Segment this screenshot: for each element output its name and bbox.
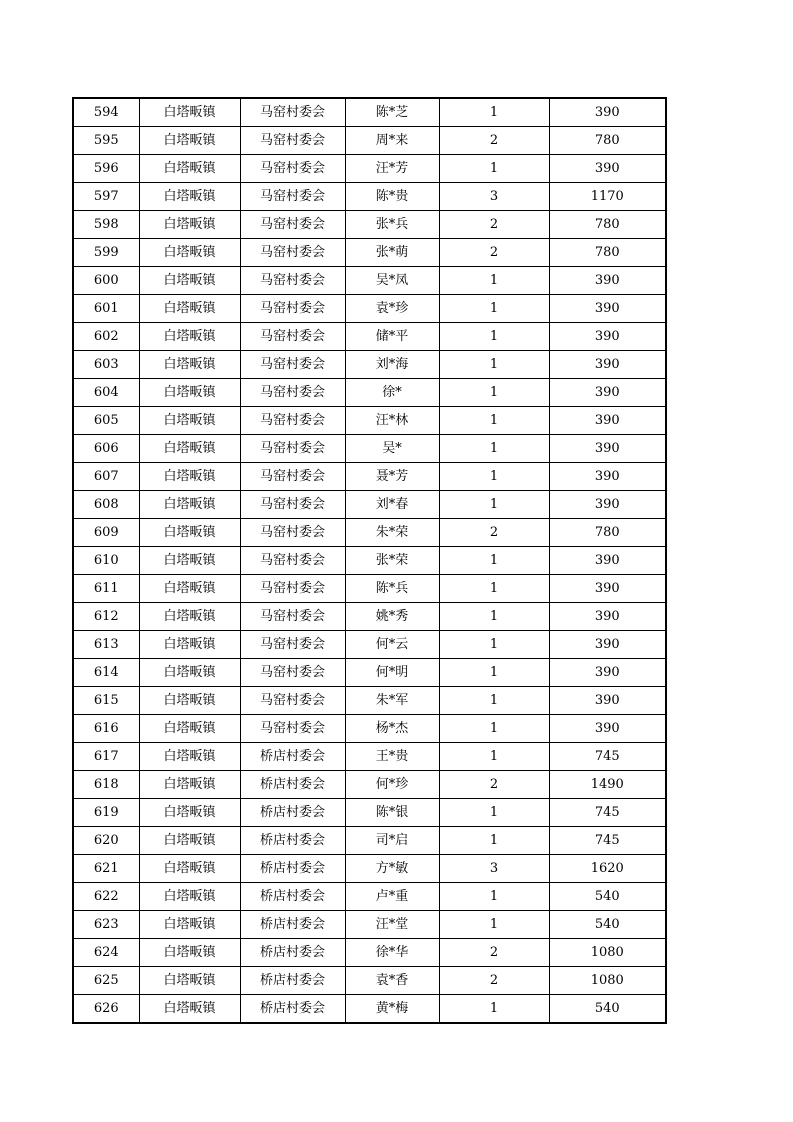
town-cell: 白塔畈镇 — [139, 463, 240, 491]
row-number-cell: 595 — [73, 127, 139, 155]
household-count-cell: 1 — [439, 631, 549, 659]
town-cell: 白塔畈镇 — [139, 267, 240, 295]
household-count-cell: 1 — [439, 435, 549, 463]
town-cell: 白塔畈镇 — [139, 519, 240, 547]
table-row — [73, 519, 666, 547]
village-committee-cell: 马窑村委会 — [240, 631, 345, 659]
town-cell: 白塔畈镇 — [139, 323, 240, 351]
amount-cell: 745 — [549, 799, 666, 827]
town-cell: 白塔畈镇 — [139, 631, 240, 659]
household-count-cell: 1 — [439, 379, 549, 407]
household-count-cell: 3 — [439, 855, 549, 883]
town-cell: 白塔畈镇 — [139, 603, 240, 631]
name-cell: 徐*华 — [345, 939, 439, 967]
name-cell: 何*云 — [345, 631, 439, 659]
household-count-cell: 1 — [439, 687, 549, 715]
row-number-cell: 613 — [73, 631, 139, 659]
town-cell: 白塔畈镇 — [139, 995, 240, 1024]
town-cell: 白塔畈镇 — [139, 687, 240, 715]
village-committee-cell: 桥店村委会 — [240, 883, 345, 911]
row-number-cell: 597 — [73, 183, 139, 211]
household-count-cell: 2 — [439, 519, 549, 547]
row-number-cell: 624 — [73, 939, 139, 967]
household-count-cell: 1 — [439, 995, 549, 1024]
name-cell: 卢*重 — [345, 883, 439, 911]
name-cell: 张*萌 — [345, 239, 439, 267]
amount-cell: 780 — [549, 211, 666, 239]
row-number-cell: 609 — [73, 519, 139, 547]
town-cell: 白塔畈镇 — [139, 211, 240, 239]
table-row — [73, 407, 666, 435]
name-cell: 陈*贵 — [345, 183, 439, 211]
row-number-cell: 611 — [73, 575, 139, 603]
table-row — [73, 575, 666, 603]
table-row — [73, 883, 666, 911]
village-committee-cell: 马窑村委会 — [240, 519, 345, 547]
name-cell: 聂*芳 — [345, 463, 439, 491]
amount-cell: 745 — [549, 827, 666, 855]
amount-cell: 390 — [549, 715, 666, 743]
town-cell: 白塔畈镇 — [139, 98, 240, 127]
table-row — [73, 491, 666, 519]
table-row — [73, 743, 666, 771]
amount-cell: 1170 — [549, 183, 666, 211]
amount-cell: 390 — [549, 98, 666, 127]
town-cell: 白塔畈镇 — [139, 435, 240, 463]
name-cell: 储*平 — [345, 323, 439, 351]
name-cell: 张*荣 — [345, 547, 439, 575]
amount-cell: 780 — [549, 239, 666, 267]
row-number-cell: 601 — [73, 295, 139, 323]
amount-cell: 540 — [549, 995, 666, 1024]
row-number-cell: 626 — [73, 995, 139, 1024]
household-count-cell: 1 — [439, 743, 549, 771]
name-cell: 汪*林 — [345, 407, 439, 435]
name-cell: 杨*杰 — [345, 715, 439, 743]
table-row — [73, 267, 666, 295]
row-number-cell: 600 — [73, 267, 139, 295]
table-row — [73, 855, 666, 883]
village-committee-cell: 马窑村委会 — [240, 98, 345, 127]
amount-cell: 1490 — [549, 771, 666, 799]
table-row — [73, 239, 666, 267]
amount-cell: 1080 — [549, 967, 666, 995]
town-cell: 白塔畈镇 — [139, 967, 240, 995]
table-row — [73, 715, 666, 743]
household-count-cell: 1 — [439, 883, 549, 911]
name-cell: 何*珍 — [345, 771, 439, 799]
household-count-cell: 1 — [439, 407, 549, 435]
household-count-cell: 1 — [439, 491, 549, 519]
name-cell: 汪*堂 — [345, 911, 439, 939]
amount-cell: 390 — [549, 547, 666, 575]
row-number-cell: 621 — [73, 855, 139, 883]
row-number-cell: 604 — [73, 379, 139, 407]
amount-cell: 390 — [549, 659, 666, 687]
amount-cell: 1620 — [549, 855, 666, 883]
amount-cell: 390 — [549, 491, 666, 519]
amount-cell: 390 — [549, 379, 666, 407]
village-committee-cell: 桥店村委会 — [240, 827, 345, 855]
table-row — [73, 547, 666, 575]
household-count-cell: 1 — [439, 799, 549, 827]
household-count-cell: 3 — [439, 183, 549, 211]
name-cell: 何*明 — [345, 659, 439, 687]
village-committee-cell: 马窑村委会 — [240, 547, 345, 575]
table-row — [73, 155, 666, 183]
row-number-cell: 602 — [73, 323, 139, 351]
village-committee-cell: 马窑村委会 — [240, 267, 345, 295]
town-cell: 白塔畈镇 — [139, 911, 240, 939]
table-row — [73, 939, 666, 967]
town-cell: 白塔畈镇 — [139, 295, 240, 323]
row-number-cell: 625 — [73, 967, 139, 995]
village-committee-cell: 桥店村委会 — [240, 911, 345, 939]
row-number-cell: 612 — [73, 603, 139, 631]
amount-cell: 390 — [549, 687, 666, 715]
table-row — [73, 687, 666, 715]
town-cell: 白塔畈镇 — [139, 715, 240, 743]
row-number-cell: 594 — [73, 98, 139, 127]
town-cell: 白塔畈镇 — [139, 743, 240, 771]
row-number-cell: 607 — [73, 463, 139, 491]
table-row — [73, 967, 666, 995]
amount-cell: 390 — [549, 267, 666, 295]
village-committee-cell: 马窑村委会 — [240, 575, 345, 603]
table-row — [73, 995, 666, 1024]
village-committee-cell: 马窑村委会 — [240, 659, 345, 687]
village-committee-cell: 桥店村委会 — [240, 855, 345, 883]
name-cell: 姚*秀 — [345, 603, 439, 631]
village-committee-cell: 马窑村委会 — [240, 463, 345, 491]
amount-cell: 745 — [549, 743, 666, 771]
row-number-cell: 618 — [73, 771, 139, 799]
town-cell: 白塔畈镇 — [139, 407, 240, 435]
row-number-cell: 608 — [73, 491, 139, 519]
row-number-cell: 610 — [73, 547, 139, 575]
amount-cell: 390 — [549, 631, 666, 659]
name-cell: 陈*银 — [345, 799, 439, 827]
table-row — [73, 127, 666, 155]
row-number-cell: 599 — [73, 239, 139, 267]
amount-cell: 390 — [549, 463, 666, 491]
village-committee-cell: 马窑村委会 — [240, 379, 345, 407]
table-row — [73, 183, 666, 211]
table-row — [73, 631, 666, 659]
town-cell: 白塔畈镇 — [139, 827, 240, 855]
household-count-cell: 1 — [439, 827, 549, 855]
table-row — [73, 463, 666, 491]
amount-cell: 390 — [549, 323, 666, 351]
village-committee-cell: 桥店村委会 — [240, 799, 345, 827]
amount-cell: 780 — [549, 127, 666, 155]
table-row — [73, 659, 666, 687]
name-cell: 张*兵 — [345, 211, 439, 239]
household-count-cell: 1 — [439, 659, 549, 687]
amount-cell: 390 — [549, 351, 666, 379]
town-cell: 白塔畈镇 — [139, 183, 240, 211]
village-committee-cell: 马窑村委会 — [240, 715, 345, 743]
table-row — [73, 827, 666, 855]
row-number-cell: 619 — [73, 799, 139, 827]
table-row — [73, 323, 666, 351]
town-cell: 白塔畈镇 — [139, 491, 240, 519]
village-committee-cell: 桥店村委会 — [240, 939, 345, 967]
town-cell: 白塔畈镇 — [139, 799, 240, 827]
name-cell: 吴*凤 — [345, 267, 439, 295]
row-number-cell: 616 — [73, 715, 139, 743]
village-committee-cell: 马窑村委会 — [240, 603, 345, 631]
table-row — [73, 351, 666, 379]
household-count-cell: 1 — [439, 715, 549, 743]
table-row — [73, 911, 666, 939]
town-cell: 白塔畈镇 — [139, 127, 240, 155]
row-number-cell: 603 — [73, 351, 139, 379]
town-cell: 白塔畈镇 — [139, 239, 240, 267]
row-number-cell: 620 — [73, 827, 139, 855]
table-row — [73, 771, 666, 799]
village-committee-cell: 马窑村委会 — [240, 323, 345, 351]
household-count-cell: 1 — [439, 98, 549, 127]
name-cell: 朱*荣 — [345, 519, 439, 547]
village-committee-cell: 马窑村委会 — [240, 687, 345, 715]
household-count-cell: 2 — [439, 771, 549, 799]
town-cell: 白塔畈镇 — [139, 771, 240, 799]
row-number-cell: 605 — [73, 407, 139, 435]
amount-cell: 540 — [549, 883, 666, 911]
village-committee-cell: 马窑村委会 — [240, 239, 345, 267]
name-cell: 王*贵 — [345, 743, 439, 771]
household-count-cell: 1 — [439, 547, 549, 575]
town-cell: 白塔畈镇 — [139, 659, 240, 687]
table-row — [73, 211, 666, 239]
table-row — [73, 295, 666, 323]
town-cell: 白塔畈镇 — [139, 939, 240, 967]
table-row — [73, 435, 666, 463]
household-count-cell: 2 — [439, 211, 549, 239]
village-committee-cell: 马窑村委会 — [240, 155, 345, 183]
village-committee-cell: 马窑村委会 — [240, 491, 345, 519]
name-cell: 陈*兵 — [345, 575, 439, 603]
name-cell: 汪*芳 — [345, 155, 439, 183]
village-committee-cell: 马窑村委会 — [240, 407, 345, 435]
name-cell: 司*启 — [345, 827, 439, 855]
village-committee-cell: 马窑村委会 — [240, 127, 345, 155]
village-committee-cell: 马窑村委会 — [240, 351, 345, 379]
town-cell: 白塔畈镇 — [139, 547, 240, 575]
amount-cell: 390 — [549, 603, 666, 631]
name-cell: 周*来 — [345, 127, 439, 155]
row-number-cell: 614 — [73, 659, 139, 687]
household-count-cell: 2 — [439, 967, 549, 995]
row-number-cell: 596 — [73, 155, 139, 183]
row-number-cell: 622 — [73, 883, 139, 911]
household-count-cell: 2 — [439, 239, 549, 267]
village-committee-cell: 马窑村委会 — [240, 435, 345, 463]
household-count-cell: 1 — [439, 155, 549, 183]
town-cell: 白塔畈镇 — [139, 855, 240, 883]
village-committee-cell: 马窑村委会 — [240, 183, 345, 211]
household-count-cell: 1 — [439, 603, 549, 631]
village-committee-cell: 桥店村委会 — [240, 967, 345, 995]
row-number-cell: 598 — [73, 211, 139, 239]
household-count-cell: 2 — [439, 127, 549, 155]
row-number-cell: 606 — [73, 435, 139, 463]
household-count-cell: 1 — [439, 575, 549, 603]
amount-cell: 390 — [549, 407, 666, 435]
village-committee-cell: 马窑村委会 — [240, 295, 345, 323]
amount-cell: 390 — [549, 575, 666, 603]
name-cell: 吴* — [345, 435, 439, 463]
household-count-cell: 1 — [439, 295, 549, 323]
household-count-cell: 1 — [439, 463, 549, 491]
amount-cell: 390 — [549, 295, 666, 323]
row-number-cell: 617 — [73, 743, 139, 771]
table-row — [73, 98, 666, 127]
town-cell: 白塔畈镇 — [139, 883, 240, 911]
name-cell: 刘*海 — [345, 351, 439, 379]
village-committee-cell: 桥店村委会 — [240, 743, 345, 771]
household-count-cell: 1 — [439, 323, 549, 351]
name-cell: 徐* — [345, 379, 439, 407]
town-cell: 白塔畈镇 — [139, 351, 240, 379]
household-count-cell: 1 — [439, 911, 549, 939]
name-cell: 方*敏 — [345, 855, 439, 883]
town-cell: 白塔畈镇 — [139, 379, 240, 407]
household-count-cell: 2 — [439, 939, 549, 967]
amount-cell: 390 — [549, 435, 666, 463]
table-row — [73, 379, 666, 407]
row-number-cell: 623 — [73, 911, 139, 939]
table-row — [73, 603, 666, 631]
amount-cell: 1080 — [549, 939, 666, 967]
village-committee-cell: 桥店村委会 — [240, 771, 345, 799]
village-committee-cell: 马窑村委会 — [240, 211, 345, 239]
town-cell: 白塔畈镇 — [139, 155, 240, 183]
amount-cell: 390 — [549, 155, 666, 183]
town-cell: 白塔畈镇 — [139, 575, 240, 603]
village-committee-cell: 桥店村委会 — [240, 995, 345, 1024]
household-count-cell: 1 — [439, 351, 549, 379]
name-cell: 袁*香 — [345, 967, 439, 995]
name-cell: 朱*军 — [345, 687, 439, 715]
data-table — [72, 97, 667, 1024]
table-row — [73, 799, 666, 827]
amount-cell: 780 — [549, 519, 666, 547]
row-number-cell: 615 — [73, 687, 139, 715]
table-body — [73, 98, 666, 1023]
name-cell: 刘*春 — [345, 491, 439, 519]
name-cell: 袁*珍 — [345, 295, 439, 323]
household-count-cell: 1 — [439, 267, 549, 295]
name-cell: 黄*梅 — [345, 995, 439, 1024]
amount-cell: 540 — [549, 911, 666, 939]
name-cell: 陈*芝 — [345, 98, 439, 127]
